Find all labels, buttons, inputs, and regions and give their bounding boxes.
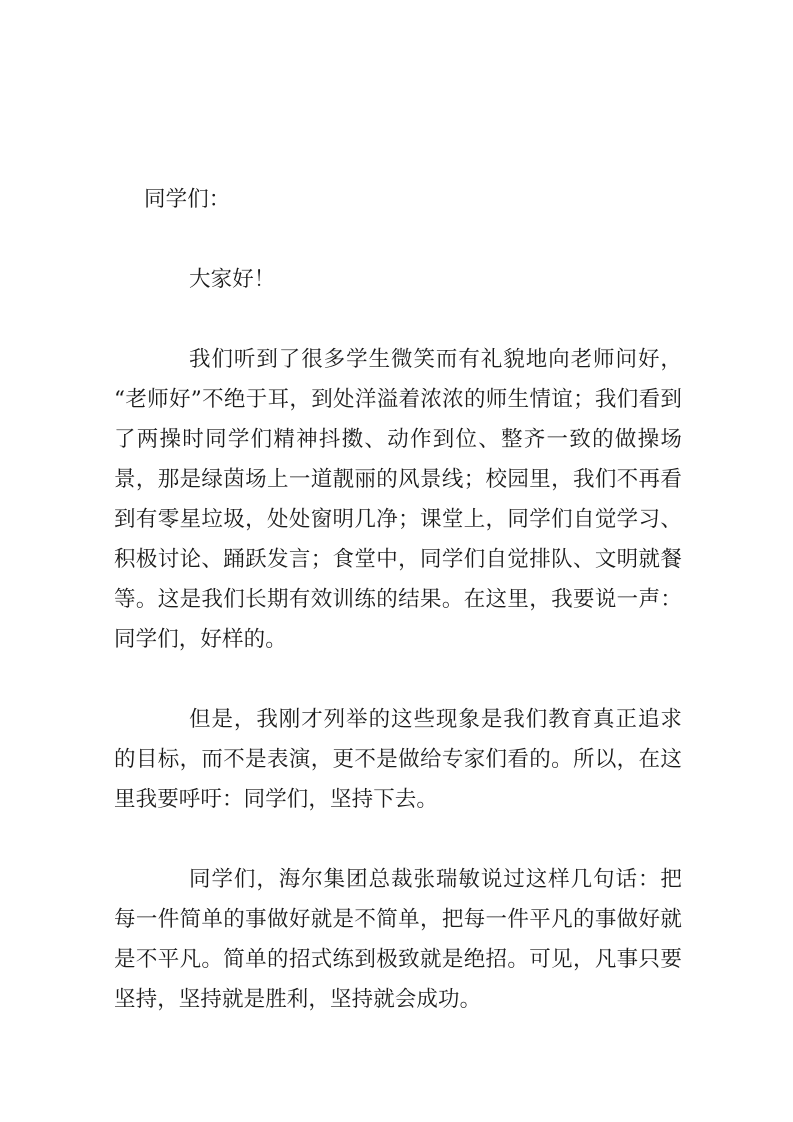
greeting-line: 大家好！ [189, 267, 276, 292]
body-paragraph-2: 但是，我刚才列举的这些现象是我们教育真正追求的目标，而不是表演，更不是做给专家们看的。所以，在这里我要呼吁：同学们，坚持下去。 [114, 707, 682, 812]
document-text-body [114, 180, 682, 1020]
body-paragraph-3: 同学们，海尔集团总裁张瑞敏说过这样几句话：把每一件简单的事做好就是不简单，把每一件平凡的事做好就是不平凡。简单的招式练到极致就是绝招。可见，凡事只要坚持，坚持就是胜利，坚持就会成功。 [114, 867, 682, 1012]
body-paragraph-1: 我们听到了很多学生微笑而有礼貌地向老师问好，“老师好”不绝于耳，到处洋溢着浓浓的师生情谊；我们看到了两操时同学们精神抖擞、动作到位、整齐一致的做操场景，那是绿茵场上一道靓丽的风景线；校园里，我们不再看到有零星垃圾，处处窗明几净；课堂上，同学们自觉学习、积极讨论、踊跃发言；食堂中，同学们自觉排队、文明就餐等。这是我们长期有效训练的结果。在这里，我要说一声：同学们，好样的。 [114, 347, 682, 652]
salutation-line: 同学们： [144, 187, 231, 212]
